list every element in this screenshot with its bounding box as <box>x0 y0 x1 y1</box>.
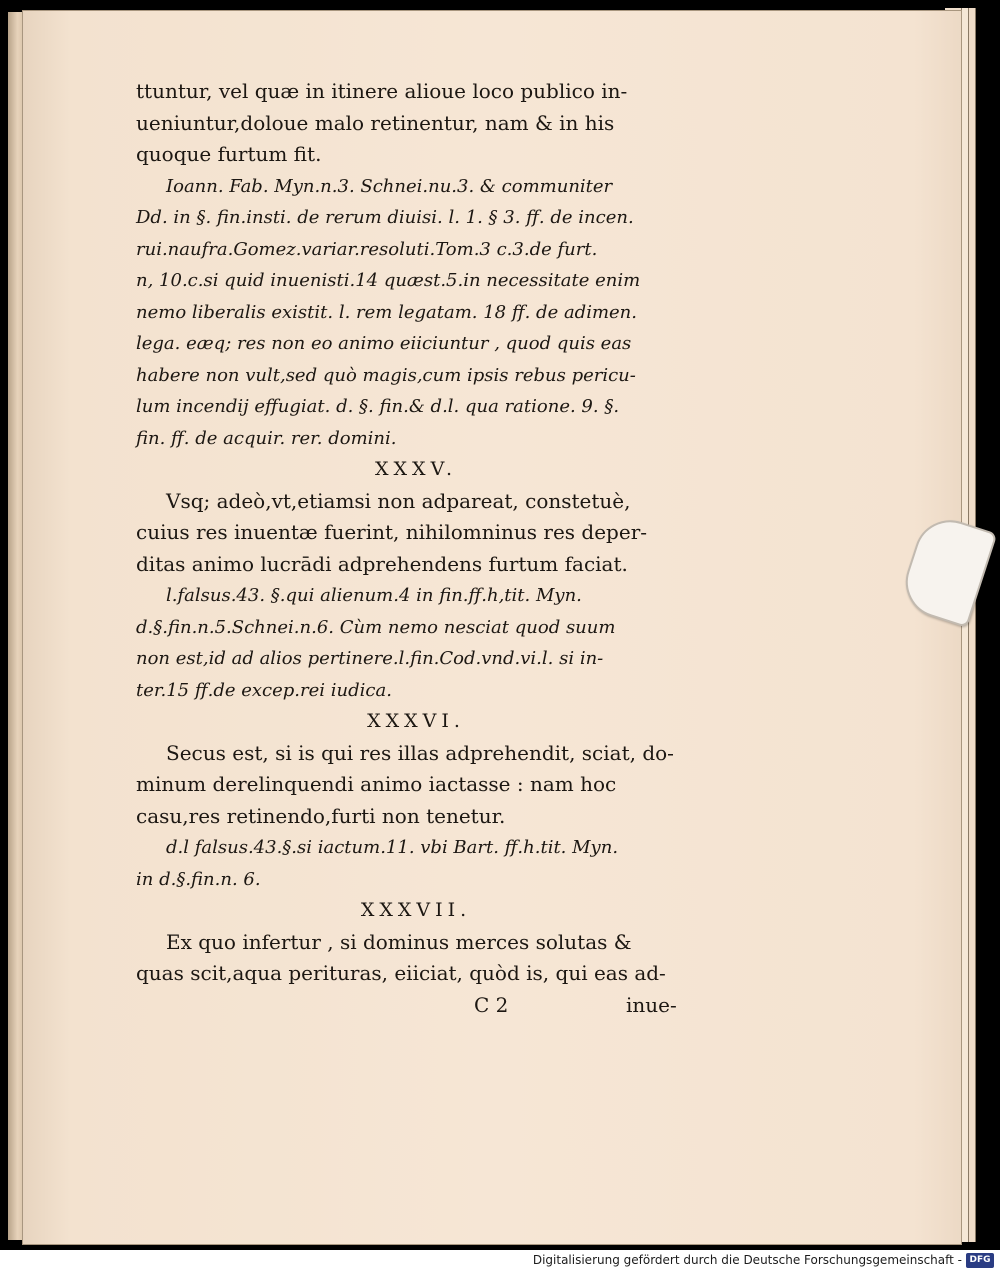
footer-bar <box>0 1250 1000 1273</box>
citation-line: n, 10.c.si quid inuenisti.14 quæst.5.in necessitate enim <box>136 270 641 291</box>
citation-line: ter.15 ff.de excep.rei iudica. <box>136 679 392 701</box>
citation-line: d.§.fin.n.5.Schnei.n.6. Cùm nemo nesciat quod suum <box>136 616 616 638</box>
citation-line: in d.§.fin.n. 6. <box>136 868 261 890</box>
citation-line: Ioann. Fab. Myn.n.3. Schnei.nu.3. & communiter <box>166 175 613 197</box>
signature-mark: C 2 <box>474 992 509 1017</box>
text-line: ditas animo lucrādi adprehendens furtum faciat. <box>136 551 628 576</box>
text-line: cuius res inuentæ fuerint, nihilomninus res deper- <box>136 520 648 544</box>
citation-line: habere non vult,sed quò magis,cum ipsis rebus pericu- <box>136 364 636 386</box>
text-line: quas scit,aqua perituras, eiiciat, quòd is, qui eas ad- <box>136 961 666 985</box>
section-heading: XXXVII. <box>360 899 472 921</box>
text-line: ueniuntur,doloue malo retinentur, nam & in his <box>136 110 615 135</box>
section-heading: XXXV. <box>374 458 458 480</box>
dfg-logo-icon: DFG <box>966 1253 994 1268</box>
section-heading: XXXVI. <box>367 710 465 732</box>
citation-line: non est,id ad alios pertinere.l.fin.Cod.vnd.vi.l. si in- <box>136 648 604 669</box>
catchword: inue- <box>626 992 677 1017</box>
text-line: Vsq; adeò,vt,etiamsi non adpareat, constetuè, <box>166 488 631 513</box>
citation-line: lega. eæq; res non eo animo eiiciuntur , quod quis eas <box>136 333 632 354</box>
signature-line <box>136 990 696 1022</box>
funding-credit: Digitalisierung gefördert durch die Deutsche Forschungsgemeinschaft - <box>532 1253 962 1267</box>
citation-line: rui.naufra.Gomez.variar.resoluti.Tom.3 c.3.de furt. <box>136 238 598 260</box>
page-text <box>136 76 696 1021</box>
text-line: ttuntur, vel quæ in itinere alioue loco publico in- <box>136 79 628 103</box>
citation-line: Dd. in §. fin.insti. de rerum diuisi. l. 1. § 3. ff. de incen. <box>136 207 634 228</box>
text-line: minum derelinquendi animo iactasse : nam hoc <box>136 772 617 796</box>
text-line: Secus est, si is qui res illas adprehendit, sciat, do- <box>166 740 674 765</box>
text-line: Ex quo infertur , si dominus merces solutas & <box>166 929 632 954</box>
text-line: quoque furtum fit. <box>136 142 322 166</box>
citation-line: fin. ff. de acquir. rer. domini. <box>136 427 397 449</box>
citation-line: l.falsus.43. §.qui alienum.4 in fin.ff.h,tit. Myn. <box>166 585 582 606</box>
citation-line: d.l falsus.43.§.si iactum.11. vbi Bart. ff.h.tit. Myn. <box>166 837 619 858</box>
text-line: casu,res retinendo,furti non tenetur. <box>136 803 506 828</box>
citation-line: nemo liberalis existit. l. rem legatam. 18 ff. de adimen. <box>136 301 637 323</box>
citation-line: lum incendij effugiat. d. §. fin.& d.l. qua ratione. 9. §. <box>136 396 620 417</box>
